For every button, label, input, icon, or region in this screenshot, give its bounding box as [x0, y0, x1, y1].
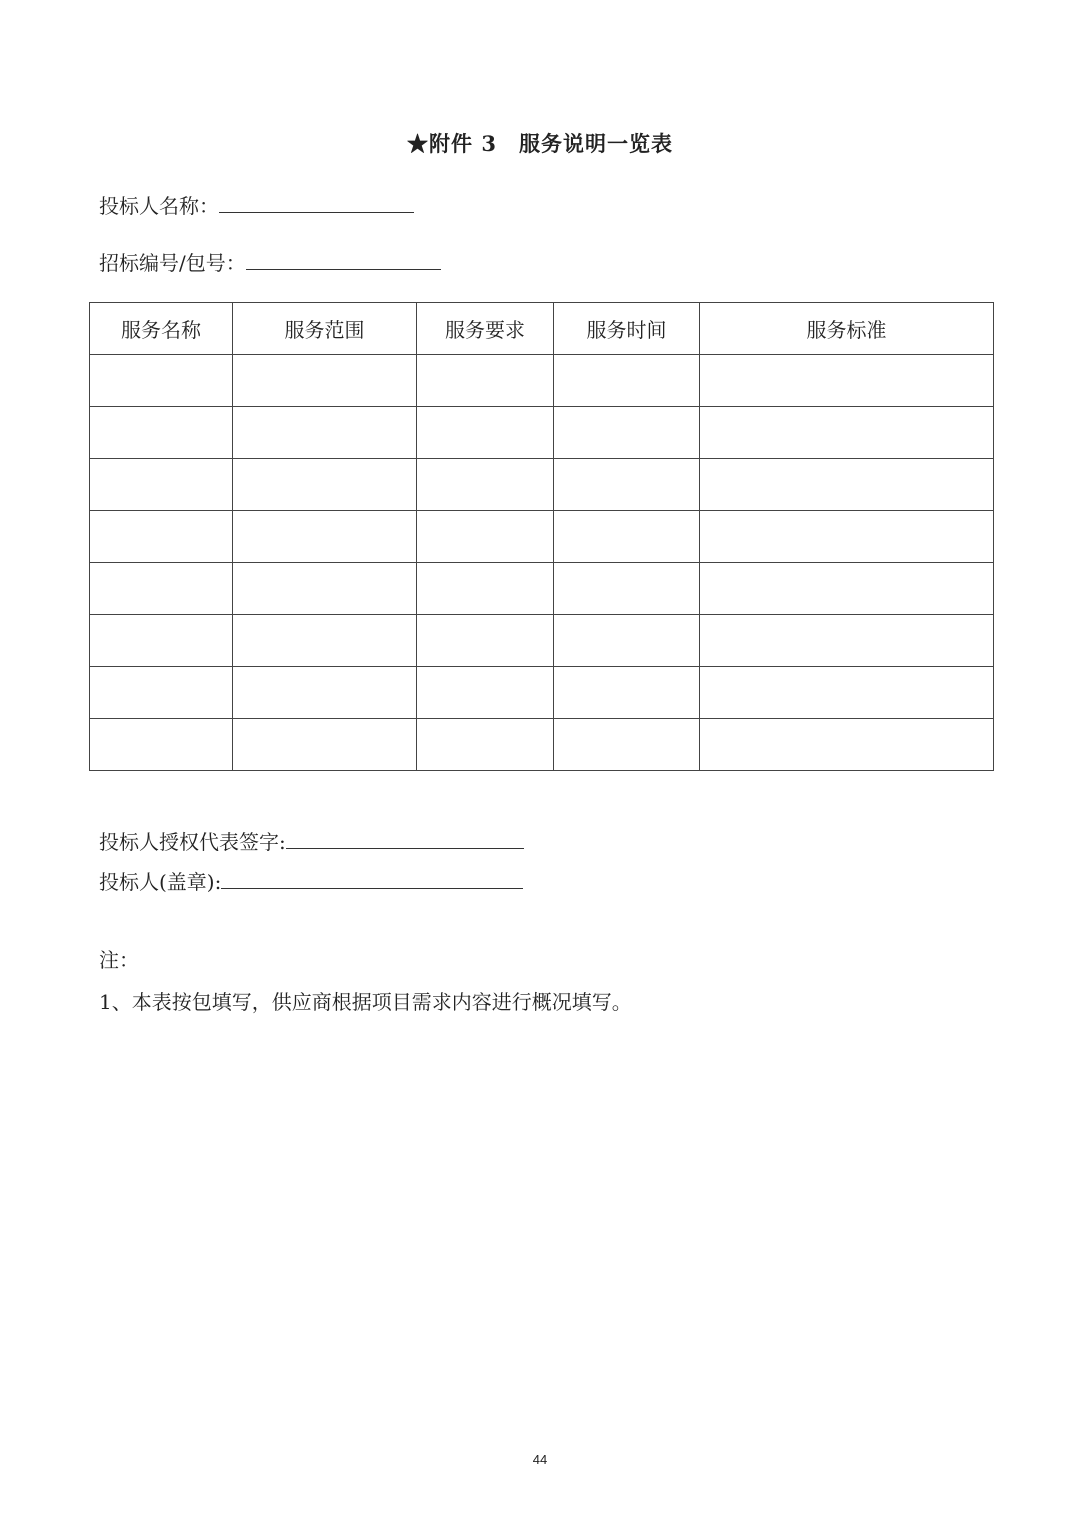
table-row	[90, 615, 994, 667]
note-heading: 注：	[99, 948, 139, 972]
table-cell[interactable]	[554, 355, 700, 407]
table-row	[90, 667, 994, 719]
table-cell[interactable]	[554, 719, 700, 771]
table-row	[90, 563, 994, 615]
table-cell[interactable]	[554, 615, 700, 667]
table-cell[interactable]	[700, 615, 994, 667]
table-row	[90, 459, 994, 511]
table-cell[interactable]	[700, 563, 994, 615]
page-number: 44	[532, 1452, 548, 1467]
table-cell[interactable]	[554, 667, 700, 719]
table-cell[interactable]	[233, 719, 417, 771]
signature-label: 投标人授权代表签字:	[99, 830, 286, 854]
signature-field	[99, 826, 524, 855]
table-row	[90, 719, 994, 771]
table-cell[interactable]	[700, 355, 994, 407]
table-cell[interactable]	[90, 719, 233, 771]
table-cell[interactable]	[233, 407, 417, 459]
bidder-name-label: 投标人名称：	[99, 194, 219, 218]
bidder-name-blank[interactable]	[219, 194, 414, 213]
table-cell[interactable]	[233, 615, 417, 667]
header-service-scope: 服务范围	[233, 303, 417, 355]
table-cell[interactable]	[417, 719, 554, 771]
table-cell[interactable]	[417, 355, 554, 407]
table-cell[interactable]	[90, 511, 233, 563]
table-cell[interactable]	[233, 563, 417, 615]
table-cell[interactable]	[233, 511, 417, 563]
table-cell[interactable]	[554, 459, 700, 511]
header-service-time: 服务时间	[554, 303, 700, 355]
header-service-requirement: 服务要求	[417, 303, 554, 355]
table-cell[interactable]	[554, 511, 700, 563]
table-header-row	[90, 303, 994, 355]
table-row	[90, 511, 994, 563]
table-cell[interactable]	[700, 719, 994, 771]
table-cell[interactable]	[554, 407, 700, 459]
tender-no-label: 招标编号/包号：	[99, 251, 246, 275]
document-title: ★附件 3 服务说明一览表	[407, 131, 673, 156]
note-item-1: 1、本表按包填写，供应商根据项目需求内容进行概况填写。	[99, 990, 632, 1014]
table-cell[interactable]	[233, 459, 417, 511]
table-cell[interactable]	[417, 459, 554, 511]
bidder-name-field	[99, 190, 414, 219]
seal-blank[interactable]	[221, 870, 523, 889]
table-cell[interactable]	[700, 667, 994, 719]
table-cell[interactable]	[417, 511, 554, 563]
seal-field	[99, 866, 523, 895]
table-cell[interactable]	[233, 355, 417, 407]
table-body	[90, 355, 994, 771]
table-cell[interactable]	[554, 563, 700, 615]
table-cell[interactable]	[700, 459, 994, 511]
table-row	[90, 407, 994, 459]
seal-label: 投标人(盖章):	[99, 870, 222, 894]
table-cell[interactable]	[90, 563, 233, 615]
table-cell[interactable]	[90, 459, 233, 511]
table-cell[interactable]	[233, 667, 417, 719]
table-cell[interactable]	[417, 667, 554, 719]
table-cell[interactable]	[90, 355, 233, 407]
signature-blank[interactable]	[286, 830, 524, 849]
table-cell[interactable]	[90, 667, 233, 719]
service-table	[89, 302, 994, 771]
table-cell[interactable]	[417, 563, 554, 615]
table-cell[interactable]	[417, 615, 554, 667]
table-cell[interactable]	[700, 407, 994, 459]
table-cell[interactable]	[417, 407, 554, 459]
table-cell[interactable]	[700, 511, 994, 563]
table-cell[interactable]	[90, 615, 233, 667]
table-cell[interactable]	[90, 407, 233, 459]
table-row	[90, 355, 994, 407]
header-service-name: 服务名称	[90, 303, 233, 355]
header-service-standard: 服务标准	[700, 303, 994, 355]
tender-no-blank[interactable]	[246, 251, 441, 270]
tender-no-field	[99, 247, 441, 276]
